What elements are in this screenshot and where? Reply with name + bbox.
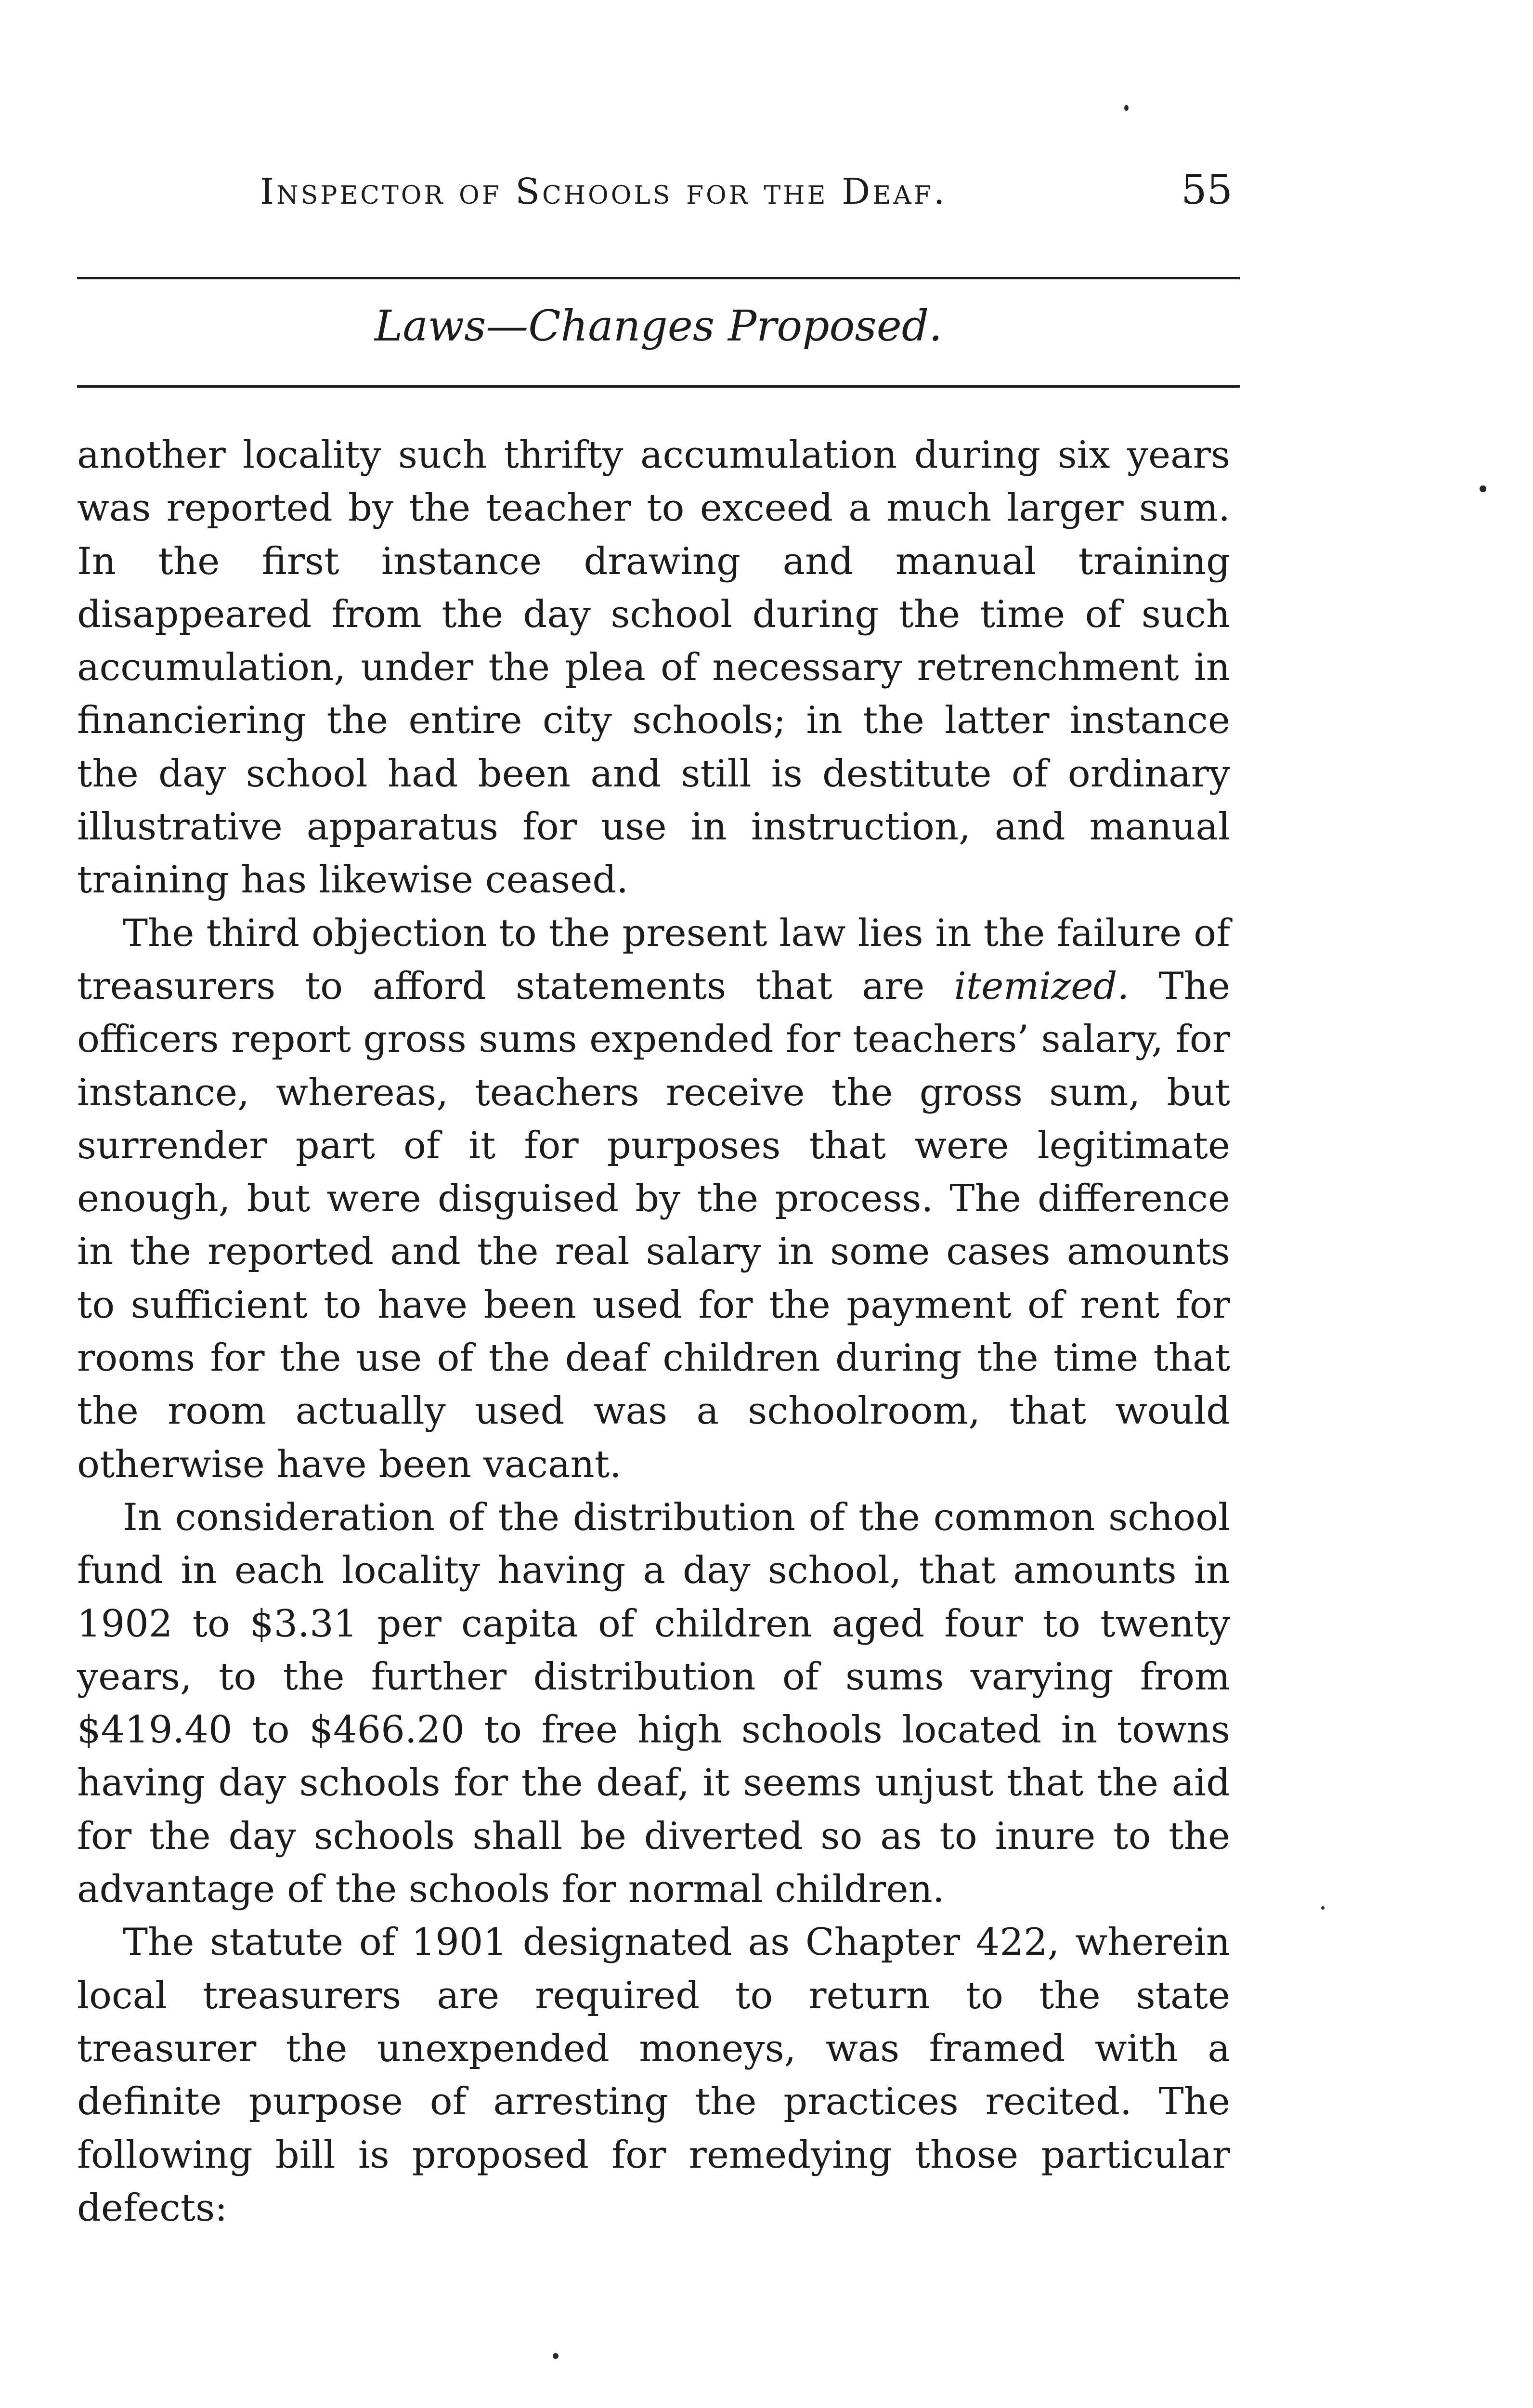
page-header bbox=[260, 166, 1233, 229]
ink-speck bbox=[1124, 105, 1129, 111]
paragraph-3: In consideration of the distribution of the common school fund in each locality having a day school, that amounts in 1902 to $3.31 per capita of children aged four to twenty years, to the further distribution of sums varying from $419.40 to $466.20 to free high schools located in towns having day schools for the deaf, it seems unjust that the aid for the day schools shall be diverted so as to inure to the advantage of the schools for normal children. bbox=[77, 1495, 1230, 1911]
ink-speck bbox=[1480, 485, 1486, 492]
emphasis-itemized: itemized. bbox=[954, 964, 1130, 1008]
header-rule-top bbox=[77, 277, 1240, 279]
body-text bbox=[77, 429, 1230, 2235]
paragraph-2-part-2: The officers report gross sums expended for teachers’ salary, for instance, whereas, teachers receive the gross sum, but surrender part of it for purposes that were legitimate enough, but were disguised by the process. The difference in the reported and the real salary in some cases amounts to sufficient to have been used for the payment of rent for rooms for the use of the deaf children during the time that the room actually used was a schoolroom, that would otherwise have been vacant. bbox=[77, 964, 1230, 1486]
running-title: Inspector of Schools for the Deaf. bbox=[260, 171, 948, 212]
paragraph-2-part-1: The third objection to the present law lies in the failure of treasurers to afford statements that are bbox=[77, 911, 1230, 1008]
ink-speck bbox=[1321, 1906, 1325, 1910]
section-heading: Laws—Changes Proposed. bbox=[374, 301, 943, 351]
header-rule-bottom bbox=[77, 385, 1240, 388]
page-number: 55 bbox=[1181, 166, 1233, 213]
paragraph-2 bbox=[77, 907, 1230, 1491]
paragraph-1: another locality such thrifty accumulation during six years was reported by the teacher to exceed a much larger sum. In the first instance drawing and manual training disappeared from the day school during the time of such accumulation, under the plea of necessary retrenchment in financiering the entire city schools; in the latter instance the day school had been and still is destitute of ordinary illustrative apparatus for use in instruction, and manual training has likewise ceased. bbox=[77, 433, 1230, 902]
ink-speck bbox=[553, 2353, 559, 2359]
paragraph-4: The statute of 1901 designated as Chapter 422, wherein local treasurers are required to return to the state treasurer the unexpended moneys, was framed with a definite purpose of arresting the practices recited. The following bill is proposed for remedying those particular defects: bbox=[77, 1921, 1230, 2230]
